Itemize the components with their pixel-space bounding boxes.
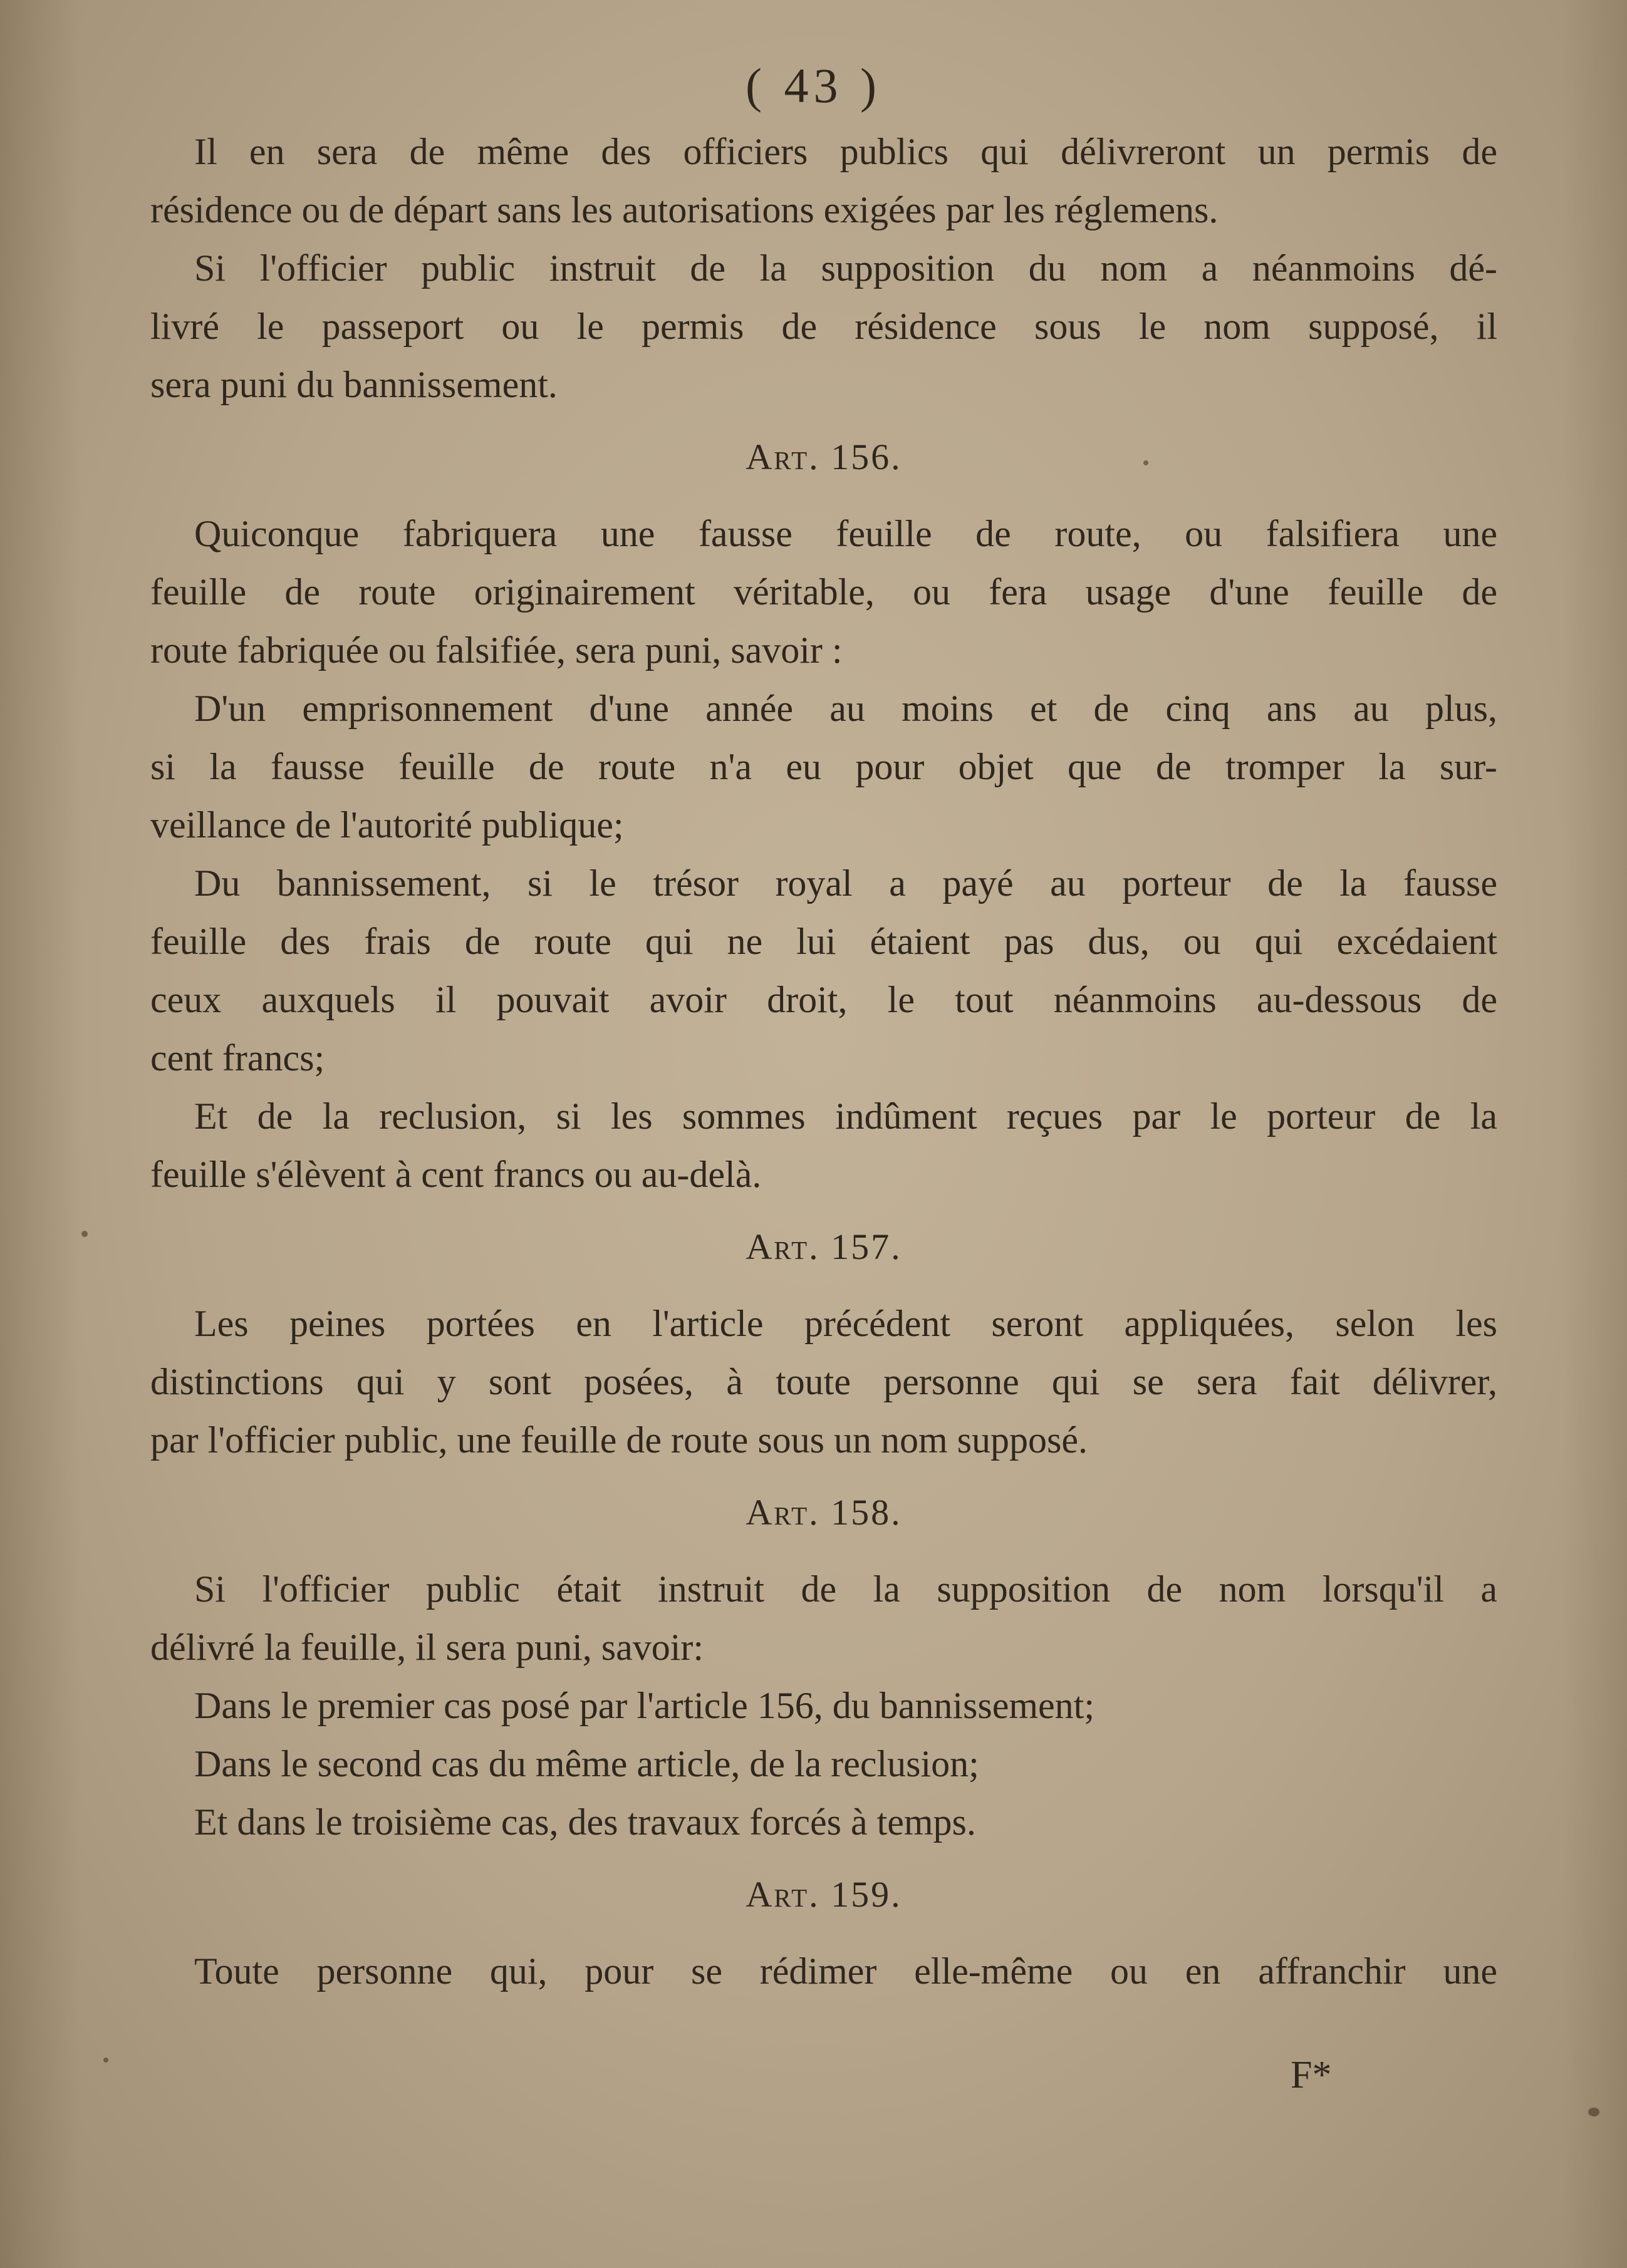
text-line: Si l'officier public était instruit de la supposition de nom lorsqu'il a: [194, 1568, 1497, 1610]
text-line: Quiconque fabriquera une fausse feuille de route, ou falsifiera une: [194, 513, 1497, 554]
text-line: route fabriquée ou falsifiée, sera puni, savoir :: [150, 629, 843, 671]
text-line: Toute personne qui, pour se rédimer elle-même ou en affranchir une: [194, 1950, 1497, 1992]
signature-mark: F*: [1291, 2054, 1332, 2096]
text-line: cent francs;: [150, 1037, 325, 1079]
paper-speck: [103, 2058, 108, 2063]
paragraph: [150, 1942, 1497, 2001]
text-line: par l'officier public, une feuille de route sous un nom supposé.: [150, 1419, 1088, 1461]
paper-speck: [1588, 2108, 1599, 2116]
text-line: Il en sera de même des officiers publics qui délivreront un permis de: [194, 131, 1497, 172]
article-label: Art.: [746, 437, 820, 477]
text-line: Et de la reclusion, si les sommes indûment reçues par le porteur de la: [194, 1095, 1497, 1137]
text-line: feuille de route originairement véritable, ou fera usage d'une feuille de: [150, 571, 1497, 613]
paragraph: [150, 854, 1497, 1087]
text-line: Les peines portées en l'article précédent seront appliquées, selon les: [194, 1303, 1497, 1344]
paragraph: [150, 1087, 1497, 1204]
page-text-body: [150, 123, 1497, 2001]
paragraph: [150, 239, 1497, 414]
paragraph: [150, 1735, 1497, 1793]
text-line: ceux auxquels il pouvait avoir droit, le tout néanmoins au-dessous de: [150, 979, 1497, 1020]
text-line: Dans le premier cas posé par l'article 156, du bannissement;: [194, 1685, 1095, 1726]
text-line: délivré la feuille, il sera puni, savoir:: [150, 1627, 704, 1668]
text-line: D'un emprisonnement d'une année au moins et de cinq ans au plus,: [194, 688, 1497, 729]
paragraph: [150, 1295, 1497, 1469]
article-heading: [150, 428, 1497, 486]
paragraph: [150, 1677, 1497, 1735]
text-line: Et dans le troisième cas, des travaux forcés à temps.: [194, 1801, 976, 1843]
article-number: 156.: [831, 437, 902, 477]
paragraph: [150, 123, 1497, 239]
text-line: Dans le second cas du même article, de la reclusion;: [194, 1743, 979, 1784]
paper-speck: [1143, 460, 1148, 465]
article-number: 159.: [831, 1874, 902, 1915]
paragraph: [150, 505, 1497, 680]
article-label: Art.: [746, 1492, 820, 1533]
paragraph: [150, 1793, 1497, 1851]
text-line: livré le passeport ou le permis de résidence sous le nom supposé, il: [150, 306, 1497, 347]
text-line: Si l'officier public instruit de la supposition du nom a néanmoins dé-: [194, 247, 1497, 289]
article-label: Art.: [746, 1226, 820, 1267]
article-number: 158.: [831, 1492, 902, 1533]
article-heading: [150, 1483, 1497, 1541]
text-line: Du bannissement, si le trésor royal a payé au porteur de la fausse: [194, 862, 1497, 904]
text-line: si la fausse feuille de route n'a eu pour objet que de tromper la sur-: [150, 746, 1497, 787]
text-line: sera puni du bannissement.: [150, 364, 558, 405]
page-number: ( 43 ): [746, 58, 881, 113]
article-heading: [150, 1865, 1497, 1924]
article-heading: [150, 1218, 1497, 1276]
text-line: feuille s'élèvent à cent francs ou au-delà.: [150, 1154, 762, 1195]
article-number: 157.: [831, 1226, 902, 1267]
paper-speck: [81, 1231, 88, 1237]
text-line: veillance de l'autorité publique;: [150, 804, 624, 846]
text-line: résidence ou de départ sans les autorisations exigées par les réglemens.: [150, 189, 1219, 230]
text-line: feuille des frais de route qui ne lui étaient pas dus, ou qui excédaient: [150, 921, 1497, 962]
text-line: distinctions qui y sont posées, à toute personne qui se sera fait délivrer,: [150, 1361, 1497, 1402]
paragraph: [150, 680, 1497, 854]
article-label: Art.: [746, 1874, 820, 1915]
paragraph: [150, 1560, 1497, 1677]
